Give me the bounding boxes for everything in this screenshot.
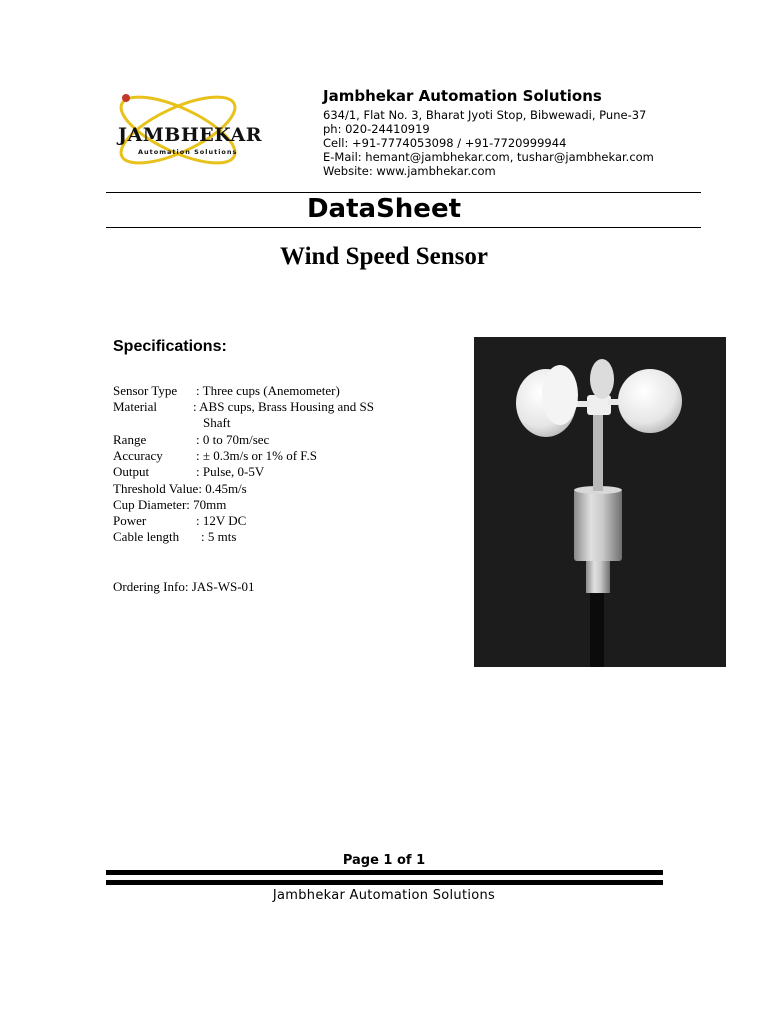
spec-row-threshold [113, 481, 247, 497]
header-divider-top [106, 192, 701, 193]
spec-row-material [113, 399, 374, 415]
footer-rule-top [106, 870, 663, 875]
logo-wordmark: JAMBHEKAR [118, 124, 263, 146]
spec-value: : 0.45m/s [198, 481, 247, 496]
spec-row-output [113, 464, 264, 480]
spec-row-power [113, 513, 246, 529]
spec-label: Range [113, 432, 147, 447]
spec-row-accuracy [113, 448, 317, 464]
spec-label: Threshold Value [113, 481, 199, 496]
product-title: Wind Speed Sensor [280, 243, 488, 270]
spec-label: Accuracy [113, 448, 163, 463]
product-photo [474, 337, 726, 667]
spec-value: Shaft [203, 415, 231, 430]
company-logo [108, 86, 284, 178]
specifications-heading: Specifications: [113, 338, 227, 355]
spec-value: : 5 mts [201, 529, 237, 544]
spec-label: Output [113, 464, 150, 479]
company-address: 634/1, Flat No. 3, Bharat Jyoti Stop, Bibwewadi, Pune-37 [323, 108, 647, 122]
company-website: Website: www.jambhekar.com [323, 164, 496, 178]
spec-label: Sensor Type [113, 383, 178, 398]
company-phone: ph: 020-24410919 [323, 122, 430, 136]
spec-value: : ± 0.3m/s or 1% of F.S [196, 448, 317, 463]
spec-label: Material [113, 399, 158, 414]
spec-value: : 12V DC [196, 513, 247, 528]
spec-label: Cup Diameter [113, 497, 187, 512]
spec-value: : 70mm [186, 497, 227, 512]
spec-value: : Pulse, 0-5V [196, 464, 265, 479]
spec-label: Power [113, 513, 147, 528]
doc-title: DataSheet [306, 194, 462, 224]
spec-row-range [113, 432, 269, 448]
spec-row-cable-length [113, 529, 236, 545]
anemometer-image [474, 337, 726, 667]
footer-rule-bottom [106, 880, 663, 885]
spec-row-cup-diameter [113, 497, 226, 513]
spec-label: Cable length [113, 529, 180, 544]
spec-value: : Three cups (Anemometer) [196, 383, 340, 398]
header-divider-bottom [106, 227, 701, 228]
spec-value: : ABS cups, Brass Housing and SS [193, 399, 374, 414]
company-name: Jambhekar Automation Solutions [323, 87, 602, 105]
company-email: E-Mail: hemant@jambhekar.com, tushar@jambhekar.com [323, 150, 654, 164]
company-cell: Cell: +91-7774053098 / +91-7720999944 [323, 136, 567, 150]
spec-row-sensor-type [113, 383, 340, 399]
spec-row-material-cont [113, 415, 230, 431]
logo-tagline: Automation Solutions [138, 148, 238, 156]
ordering-info: Ordering Info: JAS-WS-01 [113, 579, 255, 594]
spec-value: : 0 to 70m/sec [196, 432, 270, 447]
page-number: Page 1 of 1 [342, 853, 426, 868]
footer-company-name: Jambhekar Automation Solutions [272, 888, 496, 903]
